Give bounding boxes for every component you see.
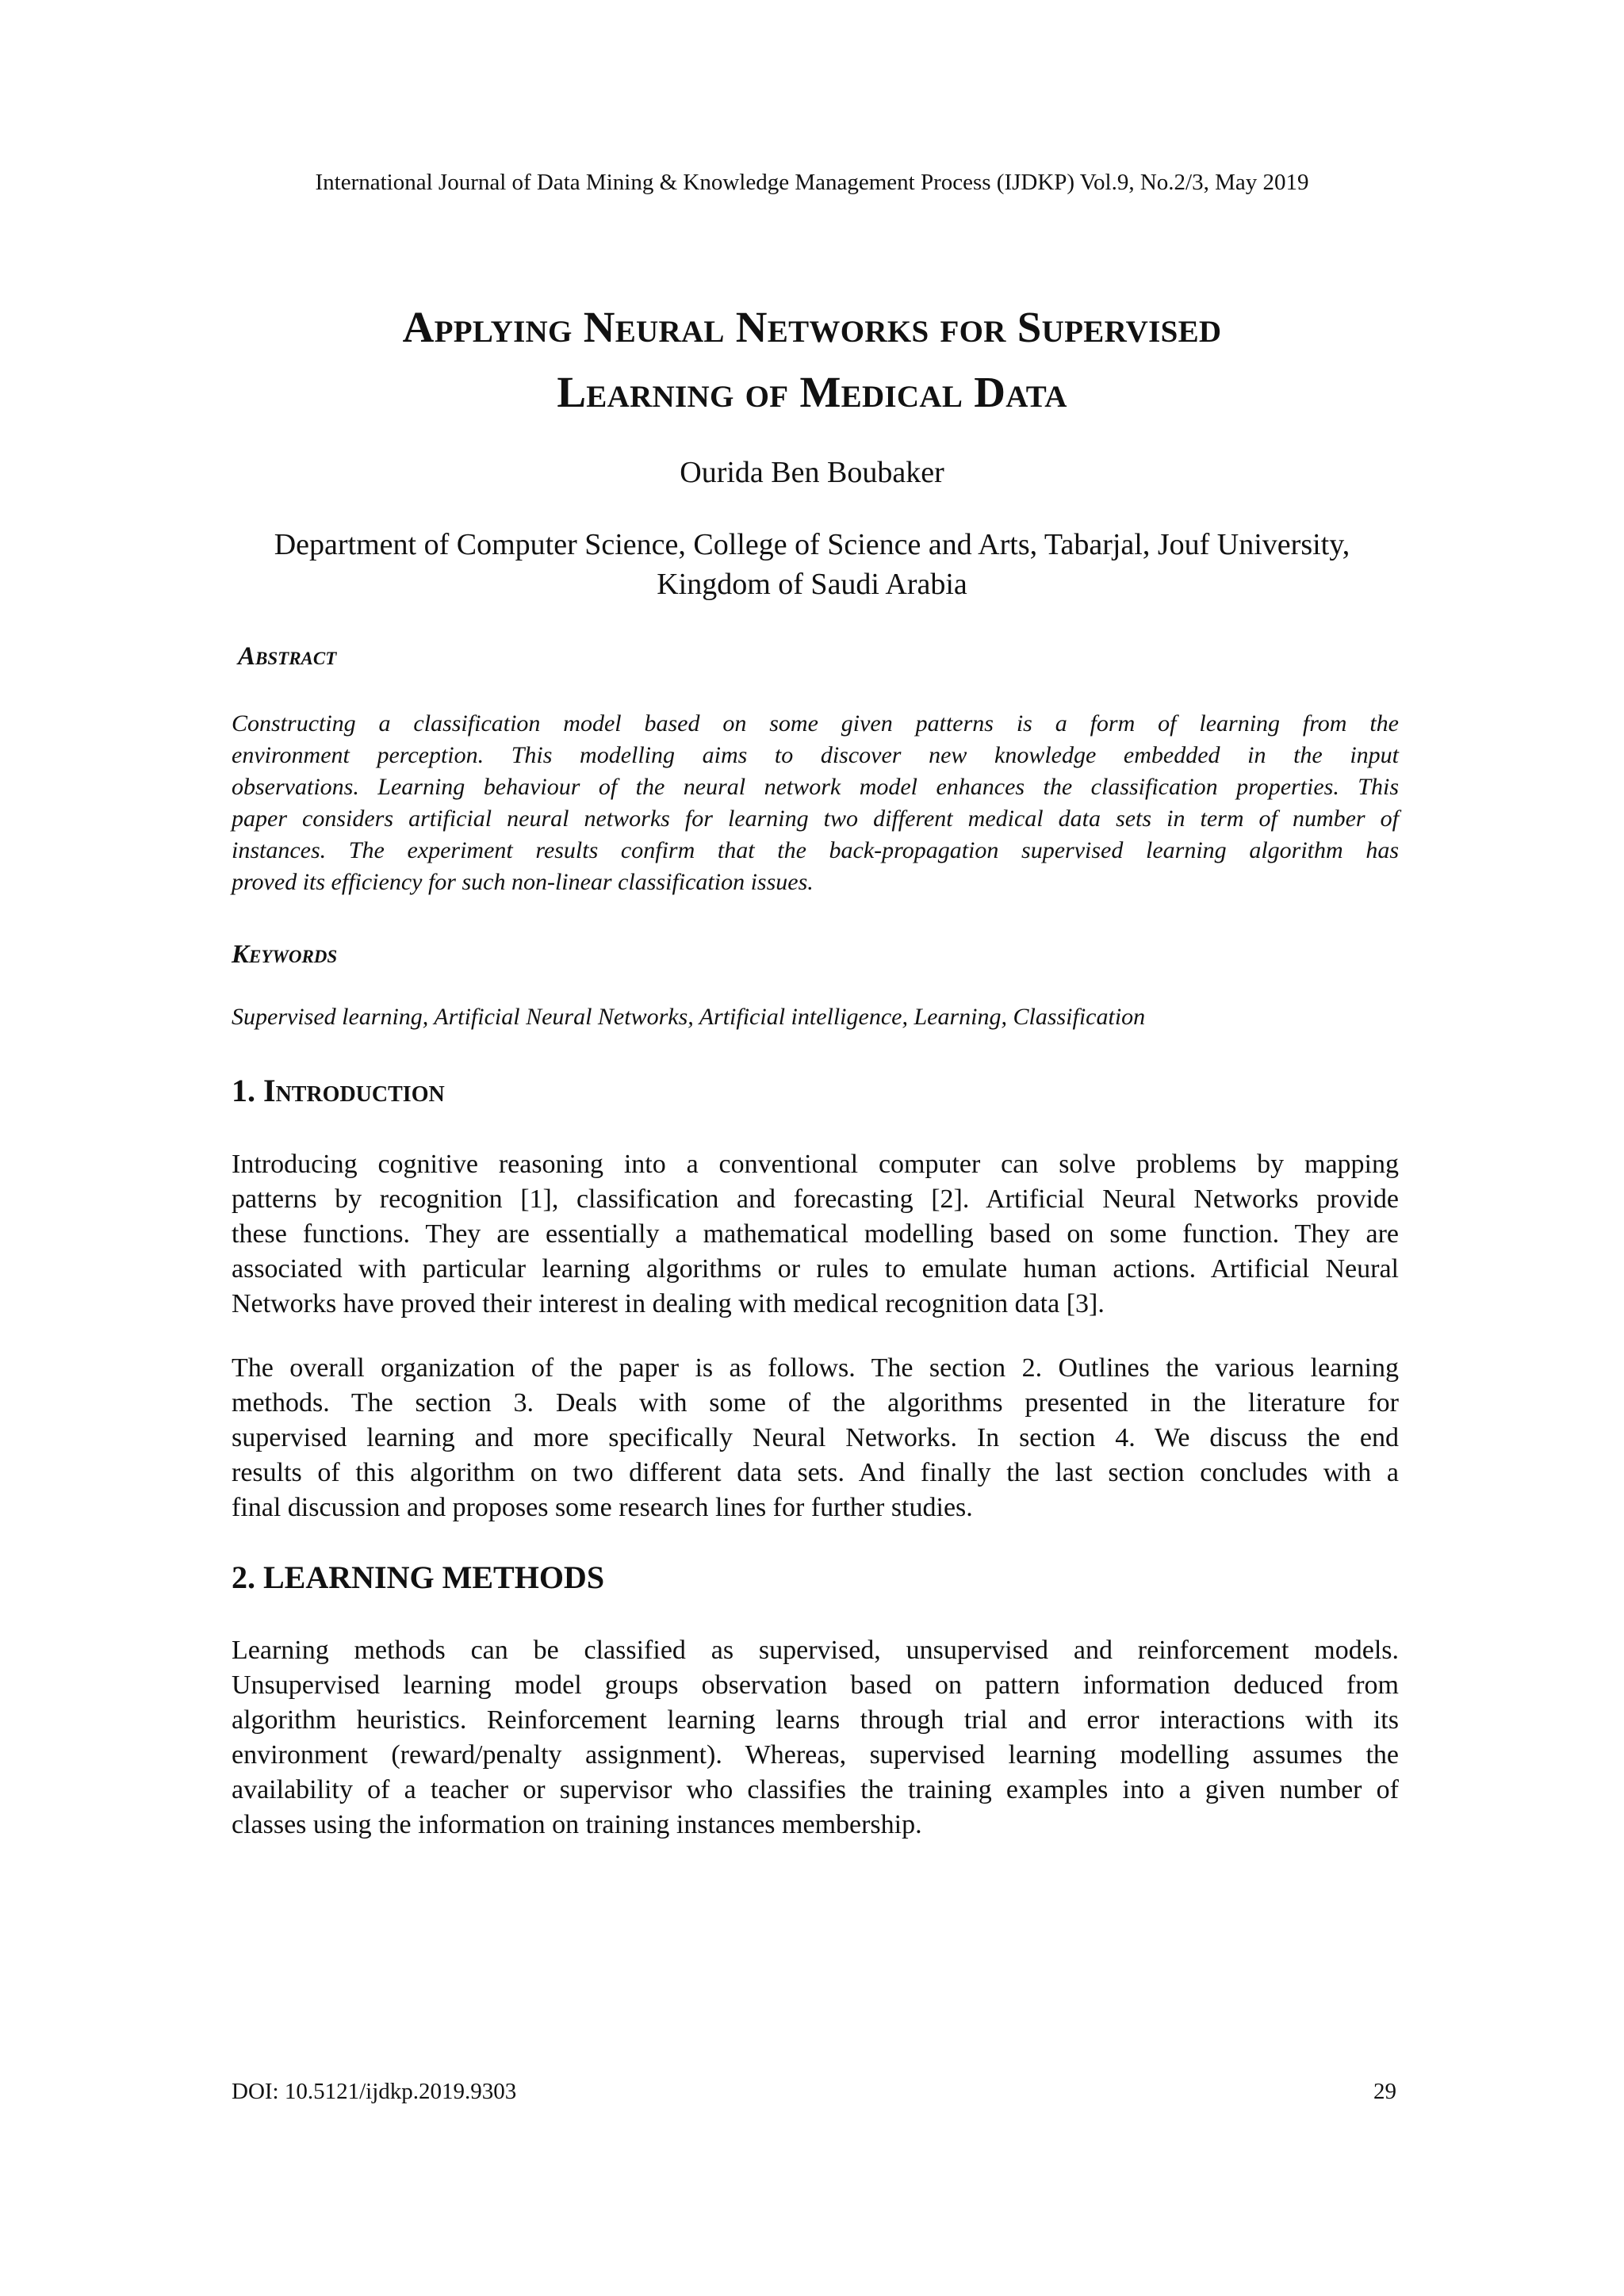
- paragraph-line: supervised learning and more specifically Neural Networks. In section 4. We discuss the end: [232, 1423, 1399, 1452]
- abstract-line: Constructing a classification model based on some given patterns is a form of learning from the: [232, 710, 1399, 737]
- paragraph-line: Unsupervised learning model groups observation based on pattern information deduced from: [232, 1670, 1399, 1700]
- paragraph: [232, 1351, 1399, 1525]
- paragraph-line: these functions. They are essentially a mathematical modelling based on some function. They are: [232, 1219, 1399, 1249]
- paper-title: [143, 295, 1481, 425]
- paragraph-line: final discussion and proposes some research lines for further studies.: [232, 1493, 973, 1522]
- paragraph: [232, 1633, 1399, 1843]
- paragraph-line: The overall organization of the paper is as follows. The section 2. Outlines the various learning: [232, 1353, 1399, 1383]
- paragraph: [232, 1147, 1399, 1322]
- abstract-line: environment perception. This modelling aims to discover new knowledge embedded in the input: [232, 742, 1399, 768]
- abstract-line: instances. The experiment results confirm that the back-propagation supervised learning algorithm has: [232, 837, 1399, 863]
- page-number: 29: [1373, 2079, 1396, 2104]
- title-line: Applying Neural Networks for Supervised: [402, 303, 1222, 351]
- affiliation-line: Department of Computer Science, College of Science and Arts, Tabarjal, Jouf University,: [274, 528, 1350, 561]
- paragraph-line: patterns by recognition [1], classification and forecasting [2]. Artificial Neural Networks provide: [232, 1184, 1399, 1214]
- paragraph-line: Networks have proved their interest in dealing with medical recognition data [3].: [232, 1289, 1105, 1318]
- abstract-heading: Abstract: [238, 642, 337, 671]
- affiliation-line: Kingdom of Saudi Arabia: [657, 568, 967, 601]
- abstract-line: proved its efficiency for such non-linear classification issues.: [232, 869, 814, 895]
- author-affiliation: [159, 525, 1465, 604]
- paragraph-line: availability of a teacher or supervisor who classifies the training examples into a given number of: [232, 1775, 1399, 1804]
- title-line: Learning of Medical Data: [557, 368, 1067, 416]
- paragraph-line: classes using the information on training instances membership.: [232, 1810, 922, 1839]
- paragraph-line: results of this algorithm on two different data sets. And finally the last section concludes with a: [232, 1458, 1399, 1487]
- abstract-line: paper considers artificial neural networks for learning two different medical data sets in term of number of: [232, 806, 1399, 832]
- paragraph-line: algorithm heuristics. Reinforcement learning learns through trial and error interactions with its: [232, 1705, 1399, 1735]
- paragraph-line: Introducing cognitive reasoning into a conventional computer can solve problems by mapping: [232, 1150, 1399, 1179]
- section-heading-introduction: 1. Introduction: [232, 1073, 445, 1108]
- paragraph-line: associated with particular learning algorithms or rules to emulate human actions. Artificial Neural: [232, 1254, 1399, 1284]
- running-header: International Journal of Data Mining & Knowledge Management Process (IJDKP) Vol.9, No.2/3, May 2019: [315, 170, 1309, 195]
- section-heading-learning-methods: 2. LEARNING METHODS: [232, 1559, 605, 1595]
- abstract-text: [232, 708, 1399, 898]
- author-name: Ourida Ben Boubaker: [680, 456, 944, 489]
- keywords-text: Supervised learning, Artificial Neural Networks, Artificial intelligence, Learning, Classification: [232, 1004, 1146, 1030]
- paragraph-line: environment (reward/penalty assignment). Whereas, supervised learning modelling assumes the: [232, 1740, 1399, 1770]
- abstract-line: observations. Learning behaviour of the neural network model enhances the classification properties. This: [232, 774, 1399, 800]
- footer-doi: DOI: 10.5121/ijdkp.2019.9303: [232, 2079, 517, 2104]
- paragraph-line: Learning methods can be classified as supervised, unsupervised and reinforcement models.: [232, 1636, 1399, 1665]
- paragraph-line: methods. The section 3. Deals with some of the algorithms presented in the literature for: [232, 1388, 1399, 1418]
- keywords-heading: Keywords: [232, 940, 338, 969]
